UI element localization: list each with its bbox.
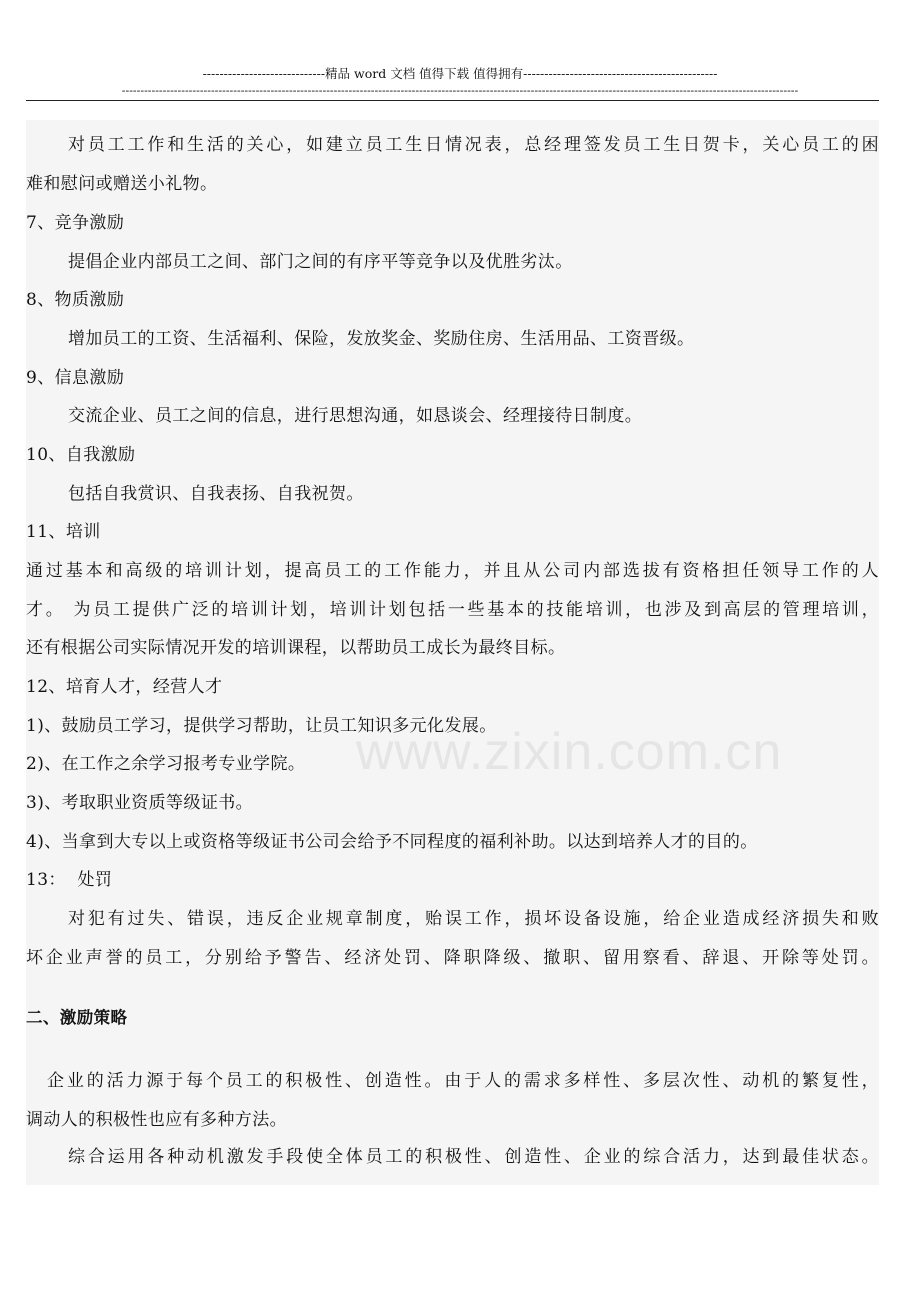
header-rule (26, 100, 879, 101)
paragraph-care-line2: 难和慰问或赠送小礼物。 (26, 174, 218, 194)
section-heading: 二、激励策略 (26, 1008, 128, 1027)
paragraph-strategy-line2: 调动人的积极性也应有多种方法。 (26, 1110, 287, 1130)
list-item: 2)、在工作之余学习报考专业学院。 (26, 754, 306, 774)
watermark: www.zixin.com.cn (356, 723, 783, 781)
list-item: 4)、当拿到大专以上或资格等级证书公司会给予不同程度的福利补助。以达到培养人才的目的。 (26, 832, 758, 852)
page-header (0, 64, 920, 98)
heading-talent: 12、培育人才，经营人才 (26, 677, 223, 697)
paragraph-training-line2: 才。 为员工提供广泛的培训计划，培训计划包括一些基本的技能培训，也涉及到高层的管理培训， (26, 600, 879, 620)
heading-self: 10、自我激励 (26, 445, 136, 465)
paragraph-self: 包括自我赏识、自我表扬、自我祝贺。 (68, 484, 364, 504)
list-item: 1)、鼓励员工学习，提供学习帮助，让员工知识多元化发展。 (26, 716, 497, 736)
heading-punishment: 13： 处罚 (26, 870, 113, 890)
paragraph-training-line3: 还有根据公司实际情况开发的培训课程，以帮助员工成长为最终目标。 (26, 638, 566, 658)
heading-material: 8、物质激励 (26, 290, 125, 310)
paragraph-training-line1: 通过基本和高级的培训计划，提高员工的工作能力，并且从公司内部选拔有资格担任领导工作的人 (26, 561, 879, 581)
paragraph-strategy-line1: 企业的活力源于每个员工的积极性、创造性。由于人的需求多样性、多层次性、动机的繁复性， (47, 1071, 879, 1091)
paragraph-care-line1: 对员工工作和生活的关心，如建立员工生日情况表，总经理签发员工生日贺卡，关心员工的困 (68, 135, 879, 155)
paragraph-punishment-line2: 坏企业声誉的员工，分别给予警告、经济处罚、降职降级、撤职、留用察看、辞退、开除等处罚。 (26, 948, 879, 968)
paragraph-strategy-summary: 综合运用各种动机激发手段使全体员工的积极性、创造性、企业的综合活力，达到最佳状态。 (68, 1147, 879, 1167)
document-body (26, 120, 879, 1185)
paragraph-material: 增加员工的工资、生活福利、保险，发放奖金、奖励住房、生活用品、工资晋级。 (68, 329, 695, 349)
paragraph-competition: 提倡企业内部员工之间、部门之间的有序平等竞争以及优胜劣汰。 (68, 252, 573, 272)
paragraph-information: 交流企业、员工之间的信息，进行思想沟通，如恳谈会、经理接待日制度。 (68, 406, 643, 426)
heading-competition: 7、竞争激励 (26, 213, 125, 233)
header-banner: -----------------------------精品 word 文档 值得下载 值得拥有---------------------------------------------- (202, 66, 718, 81)
header-dash-line: -------------------------------------------------------------------------------------------------------------------------------------------------------------------------------------- (121, 84, 799, 97)
list-item: 3)、考取职业资质等级证书。 (26, 793, 254, 813)
heading-information: 9、信息激励 (26, 368, 125, 388)
paragraph-punishment-line1: 对犯有过失、错误，违反企业规章制度，贻误工作，损坏设备设施，给企业造成经济损失和败 (68, 909, 879, 929)
heading-training: 11、培训 (26, 522, 101, 542)
